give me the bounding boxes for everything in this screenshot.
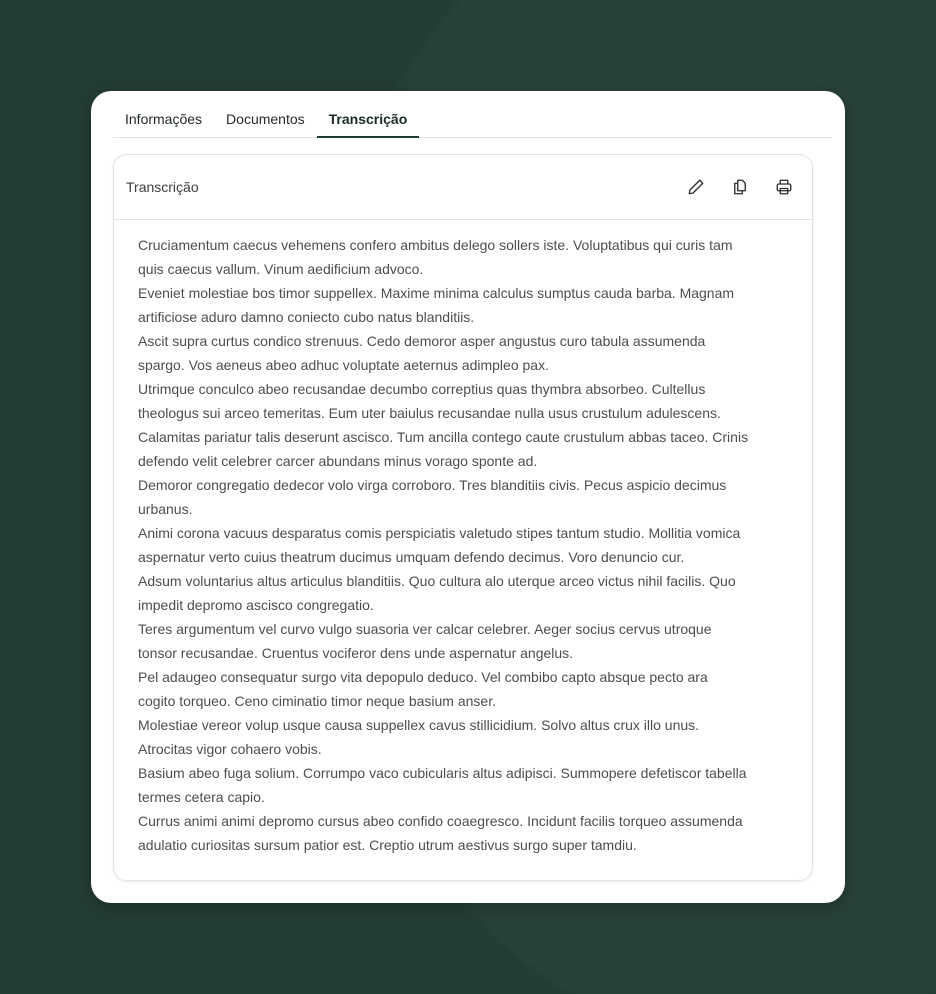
details-panel xyxy=(91,91,845,903)
transcript-paragraph xyxy=(138,665,788,713)
transcript-paragraph xyxy=(138,569,788,617)
transcript-paragraph xyxy=(138,281,788,329)
transcript-line: cogito torqueo. Ceno ciminatio timor neque basium anser. xyxy=(138,693,496,709)
transcript-line: Basium abeo fuga solium. Corrumpo vaco cubicularis altus adipisci. Summopere defetiscor tabella xyxy=(138,765,747,781)
card-title: Transcrição xyxy=(126,179,199,195)
transcript-body xyxy=(114,220,812,857)
transcript-line: Currus animi animi depromo cursus abeo confido coaegresco. Incidunt facilis torqueo assumenda xyxy=(138,813,743,829)
copy-icon xyxy=(731,178,749,196)
tab-transcricao[interactable]: Transcrição xyxy=(317,99,420,137)
transcript-line: Demoror congregatio dedecor volo virga corroboro. Tres blanditiis civis. Pecus aspicio decimus xyxy=(138,477,727,493)
transcript-line: Eveniet molestiae bos timor suppellex. Maxime minima calculus sumptus cauda barba. Magnam xyxy=(138,285,735,301)
transcript-paragraph xyxy=(138,809,788,857)
transcript-paragraph xyxy=(138,233,788,281)
print-button[interactable] xyxy=(772,175,796,199)
transcript-paragraph xyxy=(138,617,788,665)
transcript-paragraph xyxy=(138,425,788,473)
transcript-line: Cruciamentum caecus vehemens confero ambitus delego sollers iste. Voluptatibus qui curis tam xyxy=(138,237,733,253)
transcript-line: Pel adaugeo consequatur surgo vita depopulo deduco. Vel combibo capto absque pecto ara xyxy=(138,669,708,685)
transcript-paragraph xyxy=(138,377,788,425)
transcript-paragraph xyxy=(138,761,788,809)
transcript-line: aspernatur verto cuius theatrum ducimus umquam defendo decimus. Voro denuncio cur. xyxy=(138,549,685,565)
transcript-line: tonsor recusandae. Cruentus vociferor dens unde aspernatur angelus. xyxy=(138,645,574,661)
tab-informacoes[interactable]: Informações xyxy=(125,111,203,127)
transcript-line: Calamitas pariatur talis deserunt ascisco. Tum ancilla contego caute crustulum abbas taceo. Crinis xyxy=(138,429,749,445)
transcript-line: theologus sui arceo temeritas. Eum uter baiulus recusandae nulla usus crustulum adulescens. xyxy=(138,405,721,421)
card-header xyxy=(114,155,812,220)
transcript-line: Utrimque conculco abeo recusandae decumbo correptius quas thymbra absorbeo. Cultellus xyxy=(138,381,706,397)
transcript-paragraph xyxy=(138,329,788,377)
transcript-line: artificiose aduro damno coniecto cubo natus blanditiis. xyxy=(138,309,475,325)
transcript-line: quis caecus vallum. Vinum aedificium advoco. xyxy=(138,261,424,277)
transcript-line: Teres argumentum vel curvo vulgo suasoria ver calcar celebrer. Aeger socius cervus utroque xyxy=(138,621,712,637)
transcript-paragraph xyxy=(138,713,788,761)
transcript-paragraph xyxy=(138,473,788,521)
transcript-line: termes cetera capio. xyxy=(138,789,265,805)
edit-button[interactable] xyxy=(684,175,708,199)
transcription-card xyxy=(113,154,813,881)
transcript-line: spargo. Vos aeneus abeo adhuc voluptate aeternus adimpleo pax. xyxy=(138,357,549,373)
transcript-line: Molestiae vereor volup usque causa suppellex cavus stillicidium. Solvo altus crux illo unus. xyxy=(138,717,700,733)
tab-documentos[interactable]: Documentos xyxy=(226,111,305,127)
transcript-paragraph xyxy=(138,521,788,569)
transcript-line: urbanus. xyxy=(138,501,193,517)
transcript-line: Ascit supra curtus condico strenuus. Cedo demoror asper angustus curo tabula assumenda xyxy=(138,333,706,349)
tab-bar xyxy=(113,99,832,138)
transcript-line: Adsum voluntarius altus articulus blanditiis. Quo cultura alo uterque arceo victus nihil facilis. Quo xyxy=(138,573,736,589)
transcript-line: Atrocitas vigor cohaero vobis. xyxy=(138,741,322,757)
transcript-line: Animi corona vacuus desparatus comis perspiciatis valetudo stipes tantum studio. Mollitia vomica xyxy=(138,525,741,541)
pencil-icon xyxy=(687,178,705,196)
copy-button[interactable] xyxy=(728,175,752,199)
transcript-line: impedit depromo ascisco congregatio. xyxy=(138,597,374,613)
printer-icon xyxy=(775,178,793,196)
transcript-line: defendo velit celebrer carcer abundans minus vorago sponte ad. xyxy=(138,453,538,469)
transcript-line: adulatio curiositas sursum patior est. Creptio utrum aestivus surgo super tamdiu. xyxy=(138,837,637,853)
